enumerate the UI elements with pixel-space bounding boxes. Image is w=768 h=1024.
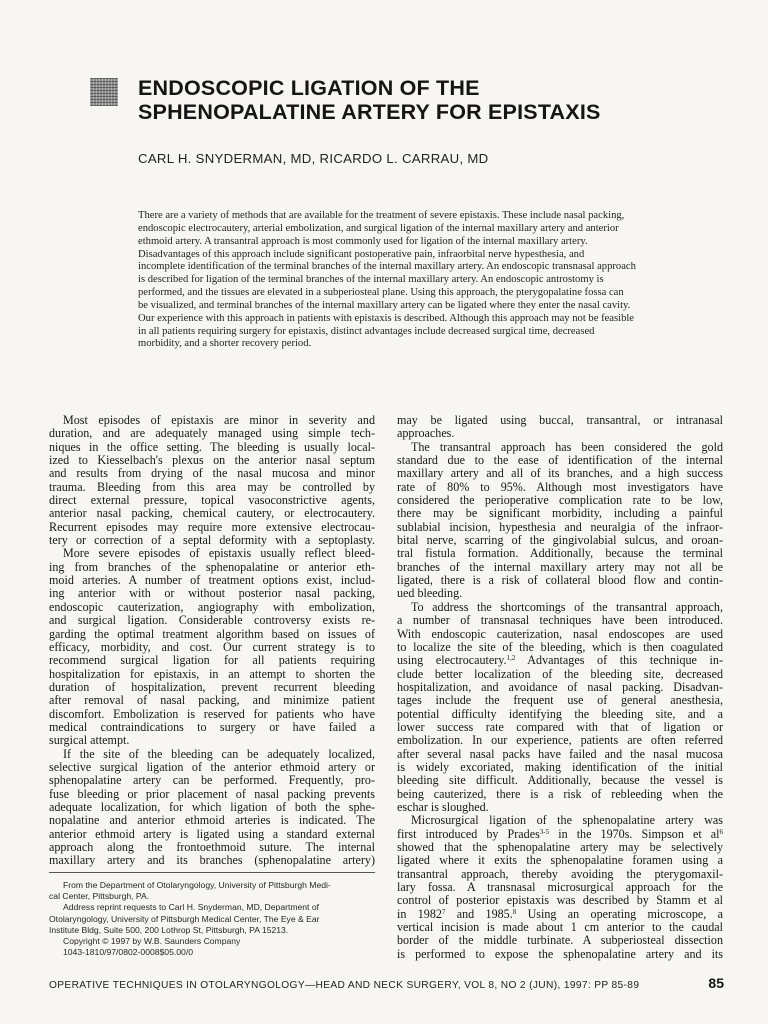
line-text: ing from branches of the sphenopalatine or anterior eth-: [49, 559, 375, 574]
line-text: using electrocautery.: [397, 653, 507, 668]
abstract-line: be visualized, and terminal branches of the internal maxillary artery can be ligated where they enter the nasal cavity.: [138, 299, 631, 311]
text-line: [49, 521, 375, 534]
text-line: [397, 654, 723, 667]
text-line: [397, 494, 723, 507]
line-text: The transantral approach has been considered the gold: [411, 439, 723, 454]
reference-superscript: 3-5: [539, 827, 550, 836]
line-text: potential difficulty identifying the bleeding site, and a: [397, 706, 723, 721]
body-column-right: [397, 414, 723, 961]
line-text: adequate localization, for which ligation of both the sphe-: [49, 799, 375, 814]
line-text: to localize the site of the bleeding, which is then coagulated: [397, 639, 723, 654]
text-line: [49, 748, 375, 761]
text-line: [397, 441, 723, 454]
text-line: [397, 921, 723, 934]
abstract-line: is described for ligation of the terminal branches of the internal maxillary artery. An endoscopic antrostomy is: [138, 274, 604, 286]
text-line: [397, 454, 723, 467]
line-text: standard due to the ease of identification of the internal: [397, 453, 723, 468]
text-line: [397, 521, 723, 534]
line-text: trauma. Bleeding from this area may be controlled by: [49, 479, 375, 494]
authors: CARL H. SNYDERMAN, MD, RICARDO L. CARRAU, MD: [138, 151, 489, 166]
line-text: garding the optimal treatment algorithm based on issues of: [49, 626, 375, 641]
text-line: [49, 828, 375, 841]
footnote-line: Copyright © 1997 by W.B. Saunders Company: [63, 936, 241, 947]
line-text: discomfort. Embolization is reserved for patients who have: [49, 706, 375, 721]
line-text: Recurrent episodes may require more extensive electrocau-: [49, 519, 375, 534]
text-line: [397, 427, 723, 440]
line-text: medical contraindications to surgery or have failed a: [49, 719, 375, 734]
line-text: considered the perioperative complication rate to be low,: [397, 493, 723, 508]
text-line: [397, 774, 723, 787]
line-text: tery or correction of a septal deformity with a septoplasty.: [49, 533, 375, 548]
text-line: [49, 574, 375, 587]
text-line: [49, 668, 375, 681]
abstract: [138, 210, 732, 351]
text-line: [397, 641, 723, 654]
footnote-line: 1043-1810/97/0802-0008$05.00/0: [63, 947, 193, 958]
line-text: maxillary artery and all of its branches, and a high success: [397, 466, 723, 481]
line-text: hospitalization for epistaxis, in an attempt to shorten the: [49, 666, 375, 681]
abstract-line: morbidity, and a shorter recovery period.: [138, 338, 312, 350]
text-line: [397, 601, 723, 614]
line-text: there may be significant morbidity, including a painful: [397, 506, 723, 521]
text-line: [397, 908, 723, 921]
line-text: tages include the frequent use of general anesthesia,: [397, 693, 723, 708]
line-text: To address the shortcomings of the transantral approach,: [411, 599, 723, 614]
line-text: lower success rate compared with that of ligation or: [397, 719, 723, 734]
abstract-line: performed, and the tissues are elevated in a subperiosteal plane. Using this approach, the pterygopalatine fossa can: [138, 287, 624, 299]
abstract-line: Our experience with this approach in patients with epistaxis is described. Although this approach may not be feasible: [138, 312, 635, 324]
line-text: maxillary artery and its branches (sphenopalatine artery): [49, 853, 375, 868]
text-line: [397, 414, 723, 427]
text-line: [397, 868, 723, 881]
text-line: [397, 574, 723, 587]
text-line: [397, 547, 723, 560]
footnote-line: Institute Bldg, Suite 500, 200 Lothrop St, Pittsburgh, PA 15213.: [49, 924, 289, 935]
text-line: [397, 587, 723, 600]
line-text: anterior ethmoid artery is ligated using a standard external: [49, 826, 375, 841]
text-line: [49, 708, 375, 721]
text-line: [397, 814, 723, 827]
text-line: [397, 948, 723, 961]
text-line: [49, 681, 375, 694]
line-text: Advantages of this technique in-: [515, 653, 723, 668]
text-line: [397, 934, 723, 947]
line-text: recommend surgical ligation for all patients requiring: [49, 653, 375, 668]
line-text: bleeding site difficult. Additionally, because the vessel is: [397, 773, 723, 788]
line-text: in the 1970s. Simpson et al: [549, 826, 720, 841]
text-line: [397, 854, 723, 867]
line-text: If the site of the bleeding can be adequately localized,: [63, 746, 375, 761]
line-text: sublabial incision, hypesthesia and neuralgia of the infraor-: [397, 519, 723, 534]
abstract-line: There are a variety of methods that are available for the treatment of severe epistaxis. These include nasal packing,: [138, 210, 625, 221]
line-text: ized to Kiesselbach's plexus on the anterior nasal septum: [49, 453, 375, 468]
line-text: duration of hospitalization, prevent recurrent bleeding: [49, 679, 375, 694]
text-line: [397, 614, 723, 627]
text-line: [49, 587, 375, 600]
text-line: [397, 534, 723, 547]
line-text: ing anterior with or without posterior nasal packing,: [49, 586, 375, 601]
line-text: ligated where it exits the sphenopalatine foramen using a: [397, 853, 723, 868]
line-text: nopalatine and anterior ethmoid arteries is indicated. The: [49, 813, 375, 828]
text-line: [49, 507, 375, 520]
line-text: is widely excoriated, making identification of the initial: [397, 759, 723, 774]
title-line: SPHENOPALATINE ARTERY FOR EPISTAXIS: [138, 100, 601, 124]
text-line: [397, 881, 723, 894]
line-text: approaches.: [397, 426, 455, 441]
line-text: in 1982: [397, 906, 442, 921]
title-line: ENDOSCOPIC LIGATION OF THE: [138, 76, 480, 100]
line-text: may be ligated using buccal, transantral, or intranasal: [397, 413, 723, 427]
line-text: Microsurgical ligation of the sphenopalatine artery was: [411, 813, 723, 828]
text-line: [49, 641, 375, 654]
line-text: embolization. In our experience, patients are often referred: [397, 733, 723, 748]
text-line: [49, 454, 375, 467]
page-number: 85: [708, 975, 724, 991]
footnote-line: cal Center, Pittsburgh, PA.: [49, 891, 150, 902]
line-text: rate of 80% to 95%. Although most investigators have: [397, 479, 723, 494]
text-line: [397, 761, 723, 774]
text-line: [49, 628, 375, 641]
line-text: tral fistula formation. Additionally, because the terminal: [397, 546, 723, 561]
text-line: [397, 841, 723, 854]
text-line: [49, 694, 375, 707]
line-text: branches of the internal maxillary artery may not all be: [397, 559, 723, 574]
text-line: [49, 534, 375, 547]
line-text: clude better localization of the bleeding site, decreased: [397, 666, 723, 681]
abstract-line: incomplete identification of the terminal branches of the internal maxillary artery. An endoscopic transnasal approach: [138, 261, 636, 273]
abstract-line: in all patients requiring surgery for epistaxis, distinct advantages include decreased surgical time, decreased: [138, 325, 595, 337]
text-line: [49, 721, 375, 734]
line-text: vertical incision is made about 1 cm anterior to the caudal: [397, 920, 723, 935]
text-line: [49, 761, 375, 774]
line-text: a number of transnasal techniques have been introduced.: [397, 613, 723, 628]
line-text: first introduced by Prades: [397, 826, 540, 841]
abstract-line: ethmoid artery. A transantral approach is most commonly used for ligation of the internal maxillary artery.: [138, 235, 588, 247]
line-text: direct external pressure, topical vasoconstrictive agents,: [49, 493, 375, 508]
line-text: selective surgical ligation of the anterior ethmoid artery or: [49, 759, 375, 774]
line-text: sphenopalatine artery can be performed. Frequently, pro-: [49, 773, 375, 788]
abstract-line: Disadvantages of this approach include significant postoperative pain, infraorbital nerve hypesthesia, and: [138, 248, 585, 260]
text-line: [397, 721, 723, 734]
text-line: [397, 681, 723, 694]
text-line: [397, 467, 723, 480]
text-line: [49, 788, 375, 801]
line-text: endoscopic cauterization, angiography with embolization,: [49, 599, 375, 614]
text-line: [49, 494, 375, 507]
line-text: niques in the office setting. The bleeding is usually local-: [49, 439, 375, 454]
line-text: surgical attempt.: [49, 733, 130, 748]
text-line: [397, 668, 723, 681]
text-line: [397, 481, 723, 494]
text-line: [397, 708, 723, 721]
reference-superscript: 7: [441, 907, 446, 916]
text-line: [49, 414, 375, 427]
line-text: efficacy, morbidity, and cost. Our current strategy is to: [49, 639, 375, 654]
line-text: moid arteries. A number of treatment options exist, includ-: [49, 573, 375, 588]
line-text: More severe episodes of epistaxis usually reflect bleed-: [63, 546, 375, 561]
text-line: [49, 774, 375, 787]
text-line: [49, 561, 375, 574]
footnote-line: Address reprint requests to Carl H. Snyderman, MD, Department of: [63, 902, 320, 913]
footnote-divider: [49, 872, 375, 873]
text-line: [397, 628, 723, 641]
line-text: being cauterized, there is a risk of rebleeding when the: [397, 786, 723, 801]
line-text: is performed to expose the sphenopalatine artery and its: [397, 946, 723, 961]
line-text: ligated, there is a risk of collateral blood flow and contin-: [397, 573, 723, 588]
line-text: With endoscopic cauterization, nasal endoscopes are used: [397, 626, 723, 641]
line-text: and surgical ligation. Considerable controversy exists re-: [49, 613, 375, 628]
text-line: [397, 748, 723, 761]
line-text: eschar is sloughed.: [397, 799, 489, 814]
body-column-left: [49, 414, 375, 868]
text-line: [49, 441, 375, 454]
line-text: after removal of nasal packing, and minimize patient: [49, 693, 375, 708]
text-line: [397, 828, 723, 841]
line-text: control of posterior epistaxis was described by Stamm et al: [397, 893, 723, 908]
text-line: [397, 894, 723, 907]
article-title: [138, 76, 738, 124]
footnotes: [49, 880, 379, 958]
reference-superscript: 6: [719, 827, 723, 836]
footnote-line: Otolaryngology, University of Pittsburgh Medical Center, The Eye & Ear: [49, 913, 320, 924]
text-line: [49, 854, 375, 867]
footnote-line: From the Department of Otolaryngology, University of Pittsburgh Medi-: [63, 880, 331, 890]
reference-superscript: 8: [512, 907, 517, 916]
line-text: fuse bleeding or prior placement of nasal packing prevents: [49, 786, 375, 801]
title-marker-square: [90, 78, 118, 106]
running-footer: OPERATIVE TECHNIQUES IN OTOLARYNGOLOGY—HEAD AND NECK SURGERY, VOL 8, NO 2 (JUN), 1997: PP 85-89: [49, 980, 640, 991]
text-line: [397, 801, 723, 814]
line-text: bital nerve, scarring of the gingivolabial sulcus, and oroan-: [397, 533, 723, 548]
text-line: [397, 734, 723, 747]
text-line: [397, 507, 723, 520]
text-line: [49, 841, 375, 854]
text-line: [49, 801, 375, 814]
line-text: hospitalization, and avoidance of nasal packing. Disadvan-: [397, 679, 723, 694]
reference-superscript: 1,2: [506, 654, 516, 663]
line-text: Most episodes of epistaxis are minor in severity and: [63, 413, 375, 427]
text-line: [49, 547, 375, 560]
line-text: approach along the frontoethmoid suture. The internal: [49, 840, 375, 854]
text-line: [49, 481, 375, 494]
text-line: [49, 654, 375, 667]
line-text: and results from drying of the nasal mucosa and minor: [49, 466, 375, 481]
text-line: [49, 601, 375, 614]
line-text: after several nasal packs have failed and the nasal mucosa: [397, 746, 723, 761]
line-text: Using an operating microscope, a: [516, 906, 723, 921]
line-text: anterior nasal packing, chemical cautery, or electrocautery.: [49, 506, 375, 521]
text-line: [49, 814, 375, 827]
line-text: and 1985.: [445, 906, 513, 921]
line-text: transantral approach, thereby avoiding the pterygomaxil-: [397, 866, 723, 881]
text-line: [397, 788, 723, 801]
text-line: [49, 734, 375, 747]
line-text: lary fossa. A transnasal microsurgical approach for the: [397, 880, 723, 895]
text-line: [49, 467, 375, 480]
text-line: [397, 694, 723, 707]
line-text: ued bleeding.: [397, 586, 463, 601]
line-text: showed that the sphenopalatine artery may be selectively: [397, 840, 723, 854]
abstract-line: endoscopic electrocautery, arterial embolization, and surgical ligation of the internal maxillary artery and anterior: [138, 222, 619, 234]
text-line: [49, 614, 375, 627]
line-text: border of the middle turbinate. A subperiosteal dissection: [397, 933, 723, 948]
line-text: duration, and are adequately managed using simple tech-: [49, 426, 375, 441]
text-line: [397, 561, 723, 574]
text-line: [49, 427, 375, 440]
